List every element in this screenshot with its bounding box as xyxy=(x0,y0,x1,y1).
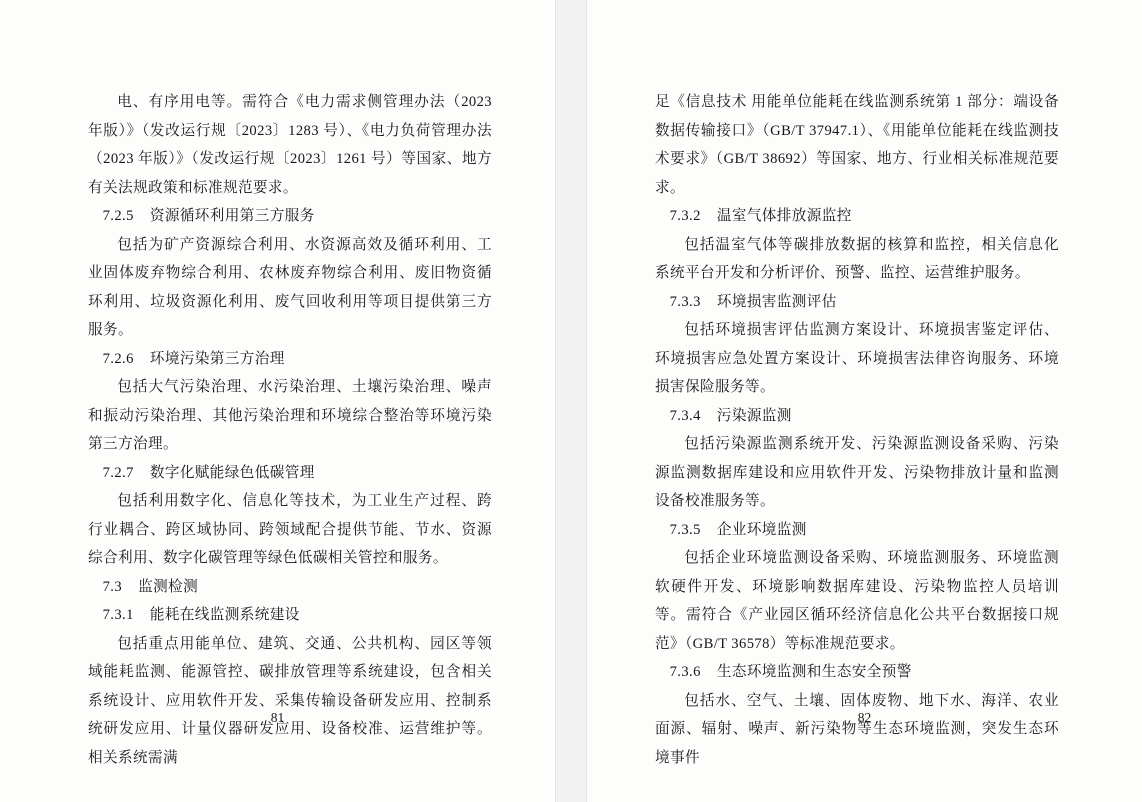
paragraph: 电、有序用电等。需符合《电力需求侧管理办法（2023 年版）》（发改运行规〔2023〕1283 号）、《电力负荷管理办法（2023 年版）》（发改运行规〔2023〕1261 号）等国家、地方有关法规政策和标准规范要求。 xyxy=(88,94,492,196)
section-number: 7.3.2 xyxy=(669,208,701,224)
section-heading xyxy=(88,459,492,488)
section-title: 企业环境监测 xyxy=(716,521,807,538)
section-heading xyxy=(655,288,1059,317)
page-left xyxy=(0,0,556,802)
section-heading xyxy=(88,202,492,231)
section-number: 7.2.6 xyxy=(102,350,134,367)
paragraph: 包括重点用能单位、建筑、交通、公共机构、园区等领域能耗监测、能源管控、碳排放管理等系统建设，包含相关系统设计、应用软件开发、采集传输设备研发应用、控制系统研发应用、计量仪器研发应用、设备校准、运营维护等。相关系统需满 xyxy=(88,635,492,766)
paragraph: 包括污染源监测系统开发、污染源监测设备采购、污染源监测数据库建设和应用软件开发、污染物排放计量和监测设备校准服务等。 xyxy=(655,436,1059,509)
section-heading xyxy=(88,345,492,374)
section-heading xyxy=(655,516,1059,545)
section-number: 7.3.4 xyxy=(669,407,701,424)
section-number: 7.3.1 xyxy=(102,607,134,623)
section-title: 污染源监测 xyxy=(716,407,792,424)
paragraph: 包括水、空气、土壤、固体废物、地下水、海洋、农业面源、辐射、噪声、新污染物等生态环境监测，突发生态环境事件 xyxy=(655,692,1059,766)
paragraph: 包括大气污染治理、水污染治理、土壤污染治理、噪声和振动污染治理、其他污染治理和环境综合整治等环境污染第三方治理。 xyxy=(88,379,492,452)
section-number: 7.2.5 xyxy=(102,208,134,224)
page-number: 81 xyxy=(270,710,285,725)
section-title: 能耗在线监测系统建设 xyxy=(149,607,300,623)
section-heading xyxy=(88,601,492,630)
section-heading xyxy=(88,573,492,602)
section-heading xyxy=(655,402,1059,431)
section-title: 生态环境监测和生态安全预警 xyxy=(716,664,912,680)
page-right xyxy=(586,0,1142,802)
section-heading xyxy=(655,658,1059,687)
paragraph: 包括温室气体等碳排放数据的核算和监控，相关信息化系统平台开发和分析评价、预警、监控、运营维护服务。 xyxy=(655,236,1059,281)
section-title: 环境污染第三方治理 xyxy=(149,350,285,367)
paragraph: 足《信息技术 用能单位能耗在线监测系统第 1 部分：端设备数据传输接口》（GB/T 37947.1）、《用能单位能耗在线监测技术要求》（GB/T 38692）等国家、地方、行业相关标准规范要求。 xyxy=(655,94,1059,196)
paragraph: 包括利用数字化、信息化等技术，为工业生产过程、跨行业耦合、跨区域协同、跨领域配合提供节能、节水、资源综合利用、数字化碳管理等绿色低碳相关管控和服务。 xyxy=(88,493,492,566)
section-heading xyxy=(655,202,1059,231)
section-title: 监测检测 xyxy=(138,578,199,595)
section-number: 7.3.3 xyxy=(669,293,701,310)
paragraph: 包括企业环境监测设备采购、环境监测服务、环境监测软硬件开发、环境影响数据库建设、污染物监控人员培训等。需符合《产业园区循环经济信息化公共平台数据接口规范》（GB/T 36578）等标准规范要求。 xyxy=(655,550,1059,652)
section-title: 资源循环利用第三方服务 xyxy=(149,208,315,224)
section-number: 7.3.5 xyxy=(669,521,701,538)
section-title: 温室气体排放源监控 xyxy=(716,208,852,224)
paragraph: 包括为矿产资源综合利用、水资源高效及循环利用、工业固体废弃物综合利用、农林废弃物综合利用、废旧物资循环利用、垃圾资源化利用、废气回收利用等项目提供第三方服务。 xyxy=(88,236,492,338)
page-number: 82 xyxy=(857,710,872,725)
section-number: 7.3.6 xyxy=(669,664,701,680)
section-title: 环境损害监测评估 xyxy=(716,293,837,310)
paragraph: 包括环境损害评估监测方案设计、环境损害鉴定评估、环境损害应急处置方案设计、环境损害法律咨询服务、环境损害保险服务等。 xyxy=(655,322,1059,395)
section-number: 7.2.7 xyxy=(102,464,134,481)
section-number: 7.3 xyxy=(102,578,123,595)
section-title: 数字化赋能绿色低碳管理 xyxy=(149,464,315,481)
